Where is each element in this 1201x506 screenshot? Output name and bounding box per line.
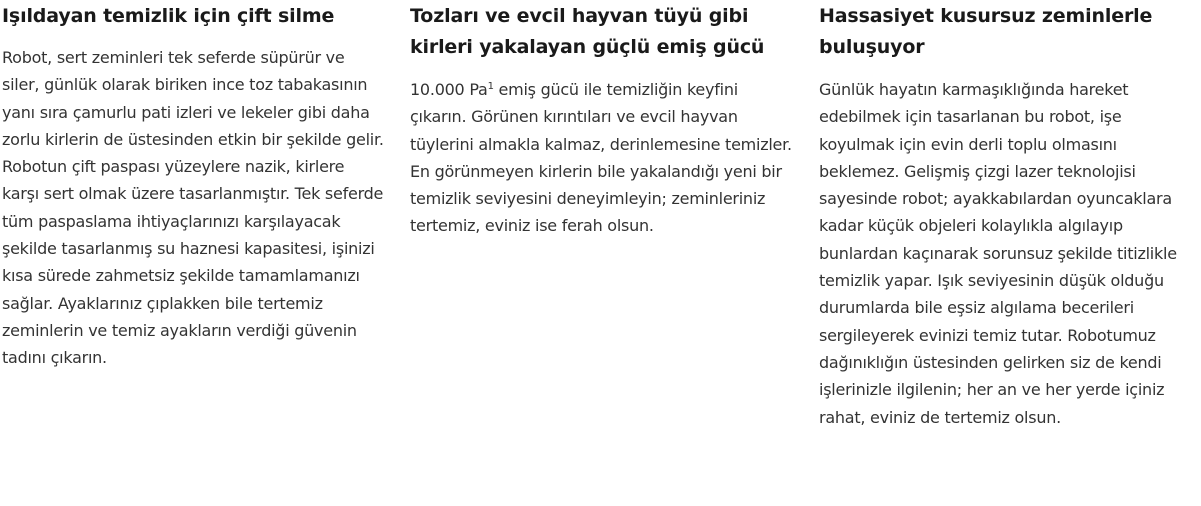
feature-title: Hassasiyet kusursuz zeminlerle buluşuyor [819, 5, 1153, 58]
feature-description: Günlük hayatın karmaşıklığında hareket edebilmek için tasarlanan bu robot, işe koyulmak için evin derli toplu olmasını beklemez. Gelişmiş çizgi lazer teknolojisi sayesinde robot; ayakkabılardan oyuncaklara kadar küçük objeleri kolaylıkla algılayıp bunlardan kaçınarak sorunsuz şekilde titizlikle temizlik yapar. Işık seviyesinin düşük olduğu durumlarda bile eşsiz algılama becerileri sergileyerek evinizi temiz tutar. Robotumuz dağınıklığın üstesinden gelirken siz de kendi işlerinizle ilgilenin; her an ve her yerde içiniz rahat, eviniz de tertemiz olsun. [819, 80, 1177, 427]
suction-value: 10.000 Pa [410, 80, 488, 99]
feature-title: Tozları ve evcil hayvan tüyü gibi kirleri yakalayan güçlü emiş gücü [410, 5, 765, 58]
feature-columns [2, 0, 1199, 506]
feature-description-text: emiş gücü ile temizliğin keyfini çıkarın. Görünen kırıntıları ve evcil hayvan tüylerini almakla kalmaz, derinlemesine temizler. En görünmeyen kirlerin bile yakalandığı yeni bir temizlik seviyesini deneyimleyin; zeminleriniz tertemiz, eviniz ise ferah olsun. [410, 80, 792, 236]
feature-description: Robot, sert zeminleri tek seferde süpürür ve siler, günlük olarak biriken ince toz tabakasının yanı sıra çamurlu pati izleri ve lekeler gibi daha zorlu kirlerin de üstesinden etkin bir şekilde gelir. Robotun çift paspası yüzeylere nazik, kirlere karşı sert olmak üzere tasarlanmıştır. Tek seferde tüm paspaslama ihtiyaçlarınızı karşılayacak şekilde tasarlanmış su haznesi kapasitesi, işinizi kısa sürede zahmetsiz şekilde tamamlamanızı sağlar. Ayaklarınız çıplakken bile tertemiz zeminlerin ve temiz ayakların verdiği güvenin tadını çıkarın. [2, 48, 384, 368]
feature-column-suction-power [410, 0, 794, 240]
feature-column-precision [819, 0, 1199, 431]
feature-column-double-mopping [2, 0, 384, 372]
footnote-marker: 1 [487, 81, 494, 92]
feature-title: Işıldayan temizlik için çift silme [2, 5, 335, 27]
feature-description [410, 76, 794, 240]
